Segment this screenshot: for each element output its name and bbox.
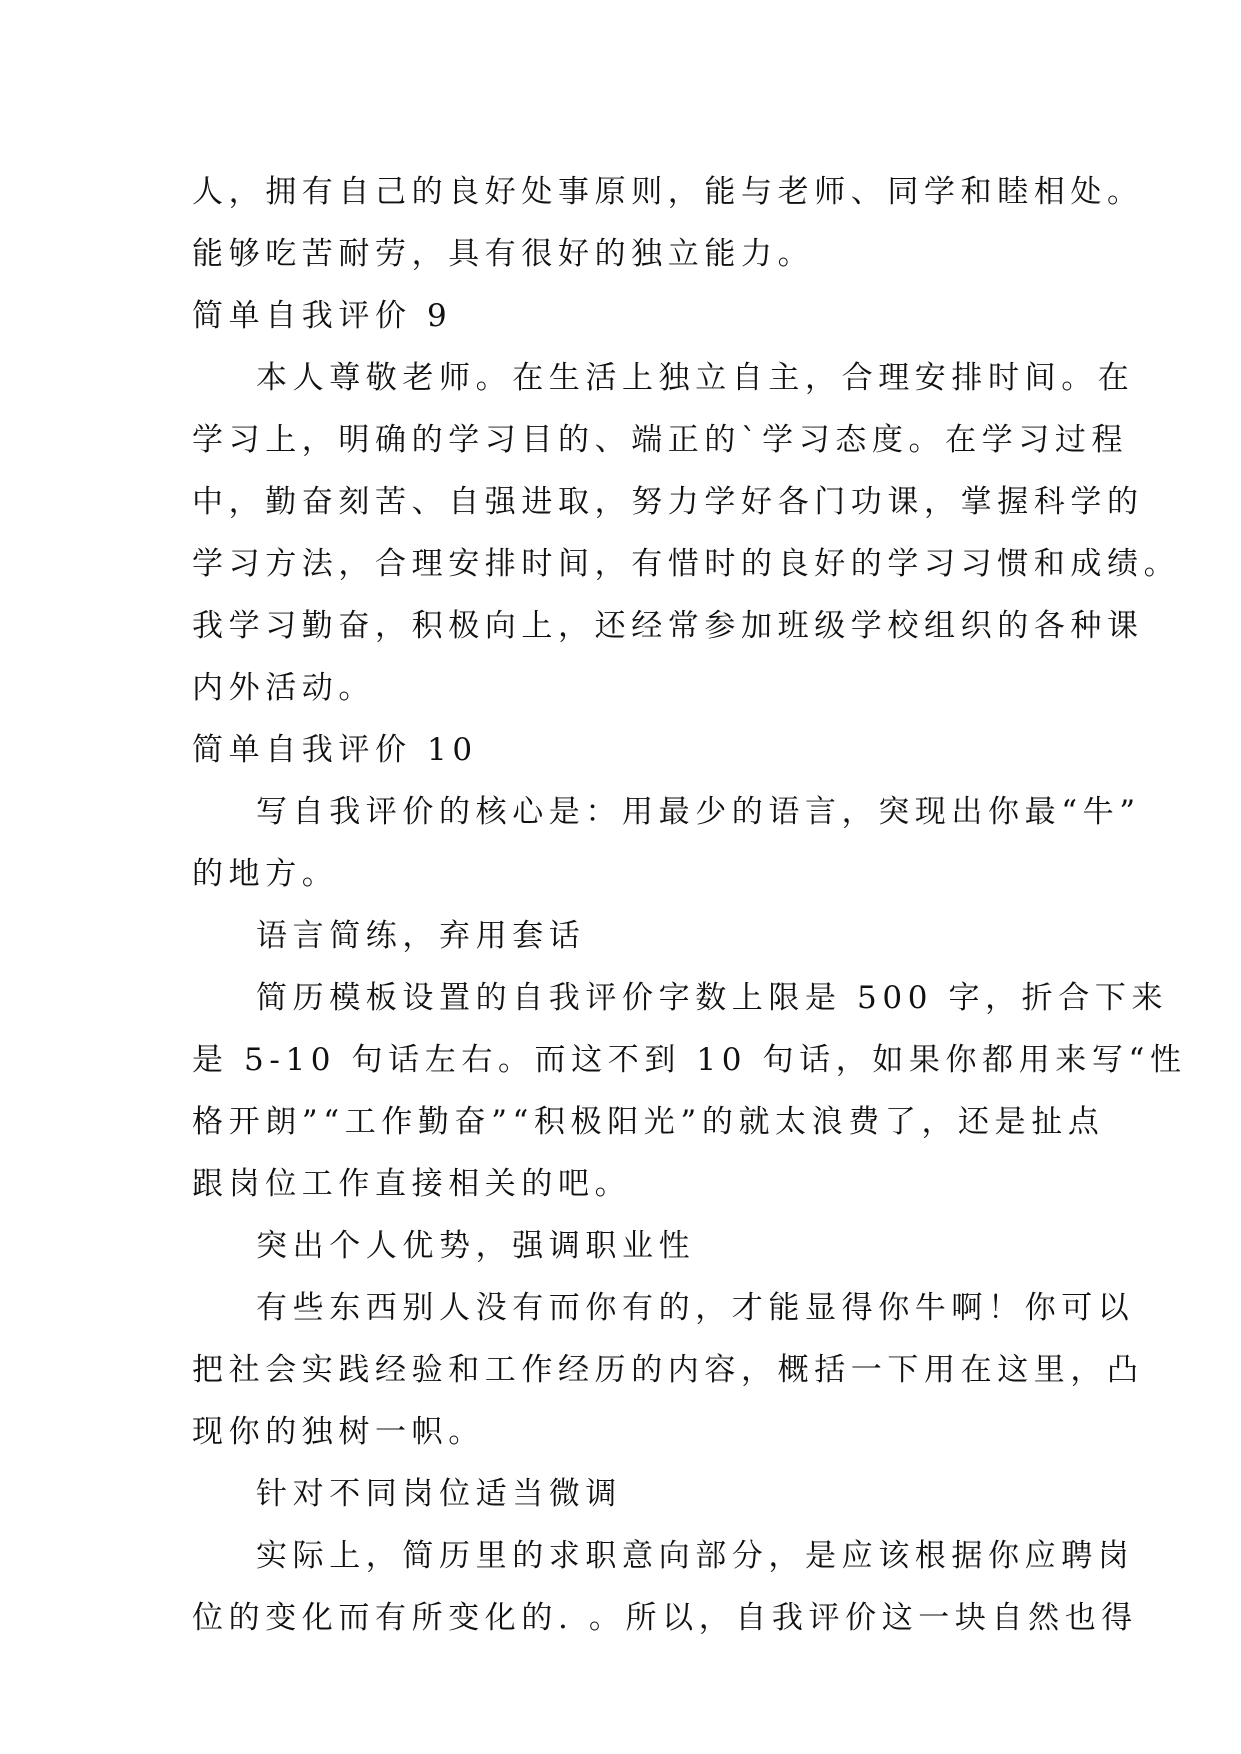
text-line: 我学习勤奋，积极向上，还经常参加班级学校组织的各种课 [192, 608, 1144, 644]
text-line: 把社会实践经验和工作经历的内容，概括一下用在这里，凸 [192, 1352, 1144, 1388]
text-line: 学习方法，合理安排时间，有惜时的良好的学习习惯和成绩。 [192, 546, 1181, 582]
text-line: 中，勤奋刻苦、自强进取，努力学好各门功课，掌握科学的 [192, 484, 1144, 520]
paragraph-start: 简历模板设置的自我评价字数上限是 500 字，折合下来 [256, 980, 1169, 1016]
text-line: 跟岗位工作直接相关的吧。 [192, 1166, 632, 1202]
text-line: 的地方。 [192, 856, 339, 892]
text-line: 能够吃苦耐劳，具有很好的独立能力。 [192, 236, 815, 272]
document-body [192, 161, 1187, 1649]
text-line: 格开朗”“工作勤奋”“积极阳光”的就太浪费了，还是扯点 [192, 1104, 1105, 1140]
text-line: 学习上，明确的学习目的、端正的`学习态度。在学习过程 [192, 422, 1129, 458]
text-line: 位的变化而有所变化的. 。所以，自我评价这一块自然也得 [192, 1600, 1138, 1636]
text-line: 人，拥有自己的良好处事原则，能与老师、同学和睦相处。 [192, 174, 1144, 210]
section-heading: 简单自我评价 10 [192, 732, 478, 768]
paragraph-start: 写自我评价的核心是：用最少的语言，突现出你最“牛” [256, 794, 1141, 830]
subheading: 针对不同岗位适当微调 [256, 1476, 622, 1512]
subheading: 突出个人优势，强调职业性 [256, 1228, 696, 1264]
paragraph-start: 实际上，简历里的求职意向部分，是应该根据你应聘岗 [256, 1538, 1135, 1574]
text-line: 是 5-10 句话左右。而这不到 10 句话，如果你都用来写“性 [192, 1042, 1187, 1078]
text-line: 内外活动。 [192, 670, 375, 706]
subheading: 语言简练，弃用套话 [256, 918, 586, 954]
text-line: 现你的独树一帜。 [192, 1414, 485, 1450]
paragraph-start: 有些东西别人没有而你有的，才能显得你牛啊！你可以 [256, 1290, 1135, 1326]
paragraph-start: 本人尊敬老师。在生活上独立自主，合理安排时间。在 [256, 360, 1135, 396]
section-heading: 简单自我评价 9 [192, 298, 453, 334]
